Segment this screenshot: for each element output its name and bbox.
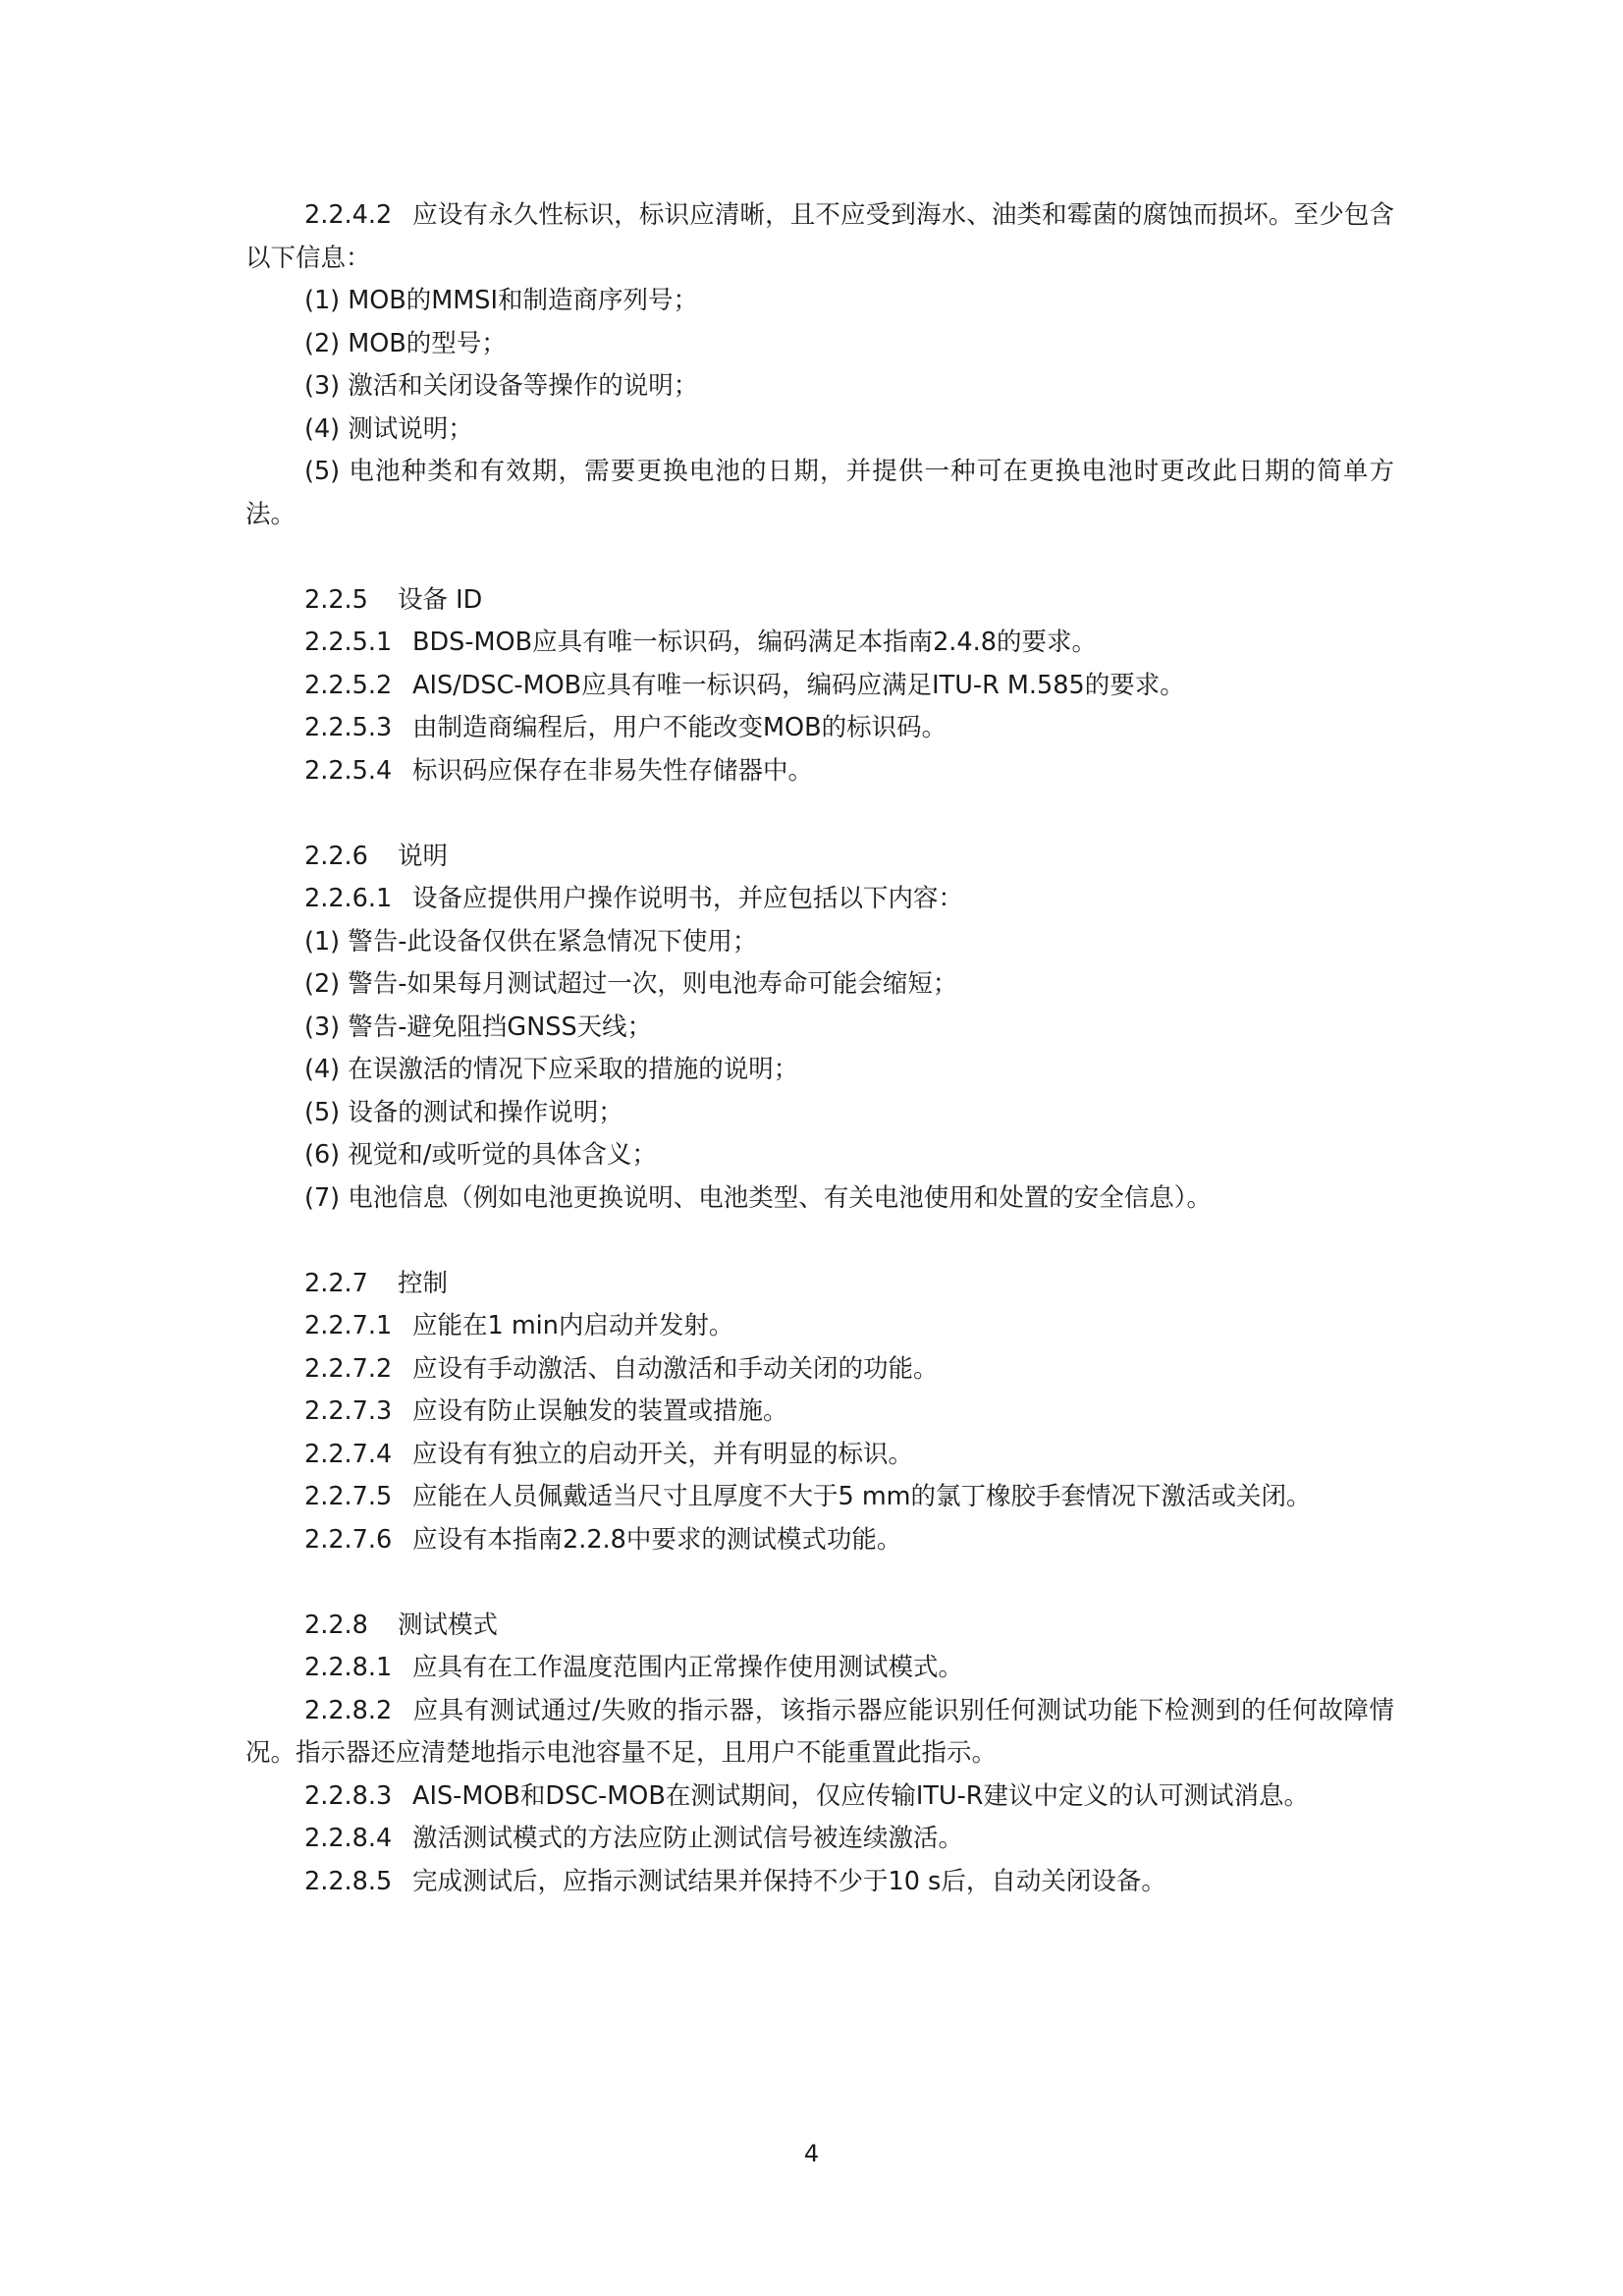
- section-number: 2.2.7: [304, 1268, 368, 1298]
- section-heading-2-2-7: [245, 1263, 1394, 1306]
- list-item: (2) 警告-如果每月测试超过一次，则电池寿命可能会缩短；: [304, 969, 958, 999]
- section-spacer: [245, 1561, 1394, 1605]
- clause-2-2-6-1: [245, 878, 1394, 921]
- section-heading-2-2-5: [245, 579, 1394, 623]
- list-item: (3) 激活和关闭设备等操作的说明；: [304, 371, 699, 401]
- clause-text: 应能在人员佩戴适当尺寸且厚度不大于5 mm的氯丁橡胶手套情况下激活或关闭。: [412, 1482, 1312, 1511]
- clause-text: 应具有测试通过/失败的指示器，该指示器应能识别任何测试功能下检测到的任何故障情况。指示器还应清楚地指示电池容量不足，且用户不能重置此指示。: [245, 1695, 1394, 1768]
- clause-2-2-7-5: [245, 1476, 1394, 1519]
- clause-text: 应设有防止误触发的装置或措施。: [412, 1396, 788, 1426]
- clause-text: 应设有手动激活、自动激活和手动关闭的功能。: [412, 1353, 939, 1384]
- section-heading-2-2-8: [245, 1605, 1394, 1648]
- section-title: 控制: [398, 1268, 449, 1298]
- clause-number: 2.2.7.3: [304, 1396, 393, 1426]
- page-number: 4: [803, 2140, 820, 2167]
- clause-2-2-8-4: [245, 1818, 1394, 1861]
- clause-2-2-7-2: [245, 1348, 1394, 1392]
- clause-text: 设备应提供用户操作说明书，并应包括以下内容：: [412, 884, 964, 913]
- clause-number: 2.2.4.2: [304, 200, 393, 230]
- clause-number: 2.2.7.4: [304, 1439, 393, 1469]
- clause-2-2-8-1: [245, 1647, 1394, 1690]
- clause-text: 激活测试模式的方法应防止测试信号被连续激活。: [412, 1824, 964, 1853]
- clause-text: 应具有在工作温度范围内正常操作使用测试模式。: [412, 1653, 964, 1682]
- clause-text: 应能在1 min内启动并发射。: [412, 1311, 734, 1340]
- list-item: (5) 设备的测试和操作说明；: [304, 1097, 623, 1127]
- clause-number: 2.2.5.2: [304, 670, 393, 700]
- clause-number: 2.2.5.4: [304, 755, 393, 786]
- clause-2-2-8-2: [245, 1690, 1394, 1776]
- clause-number: 2.2.6.1: [304, 884, 393, 913]
- section-title: 说明: [398, 841, 449, 871]
- list-item: (2) MOB的型号；: [304, 328, 507, 358]
- clause-2-2-7-3: [245, 1391, 1394, 1434]
- clause-number: 2.2.8.4: [304, 1824, 393, 1853]
- list-item: (3) 警告-避免阻挡GNSS天线；: [304, 1011, 653, 1042]
- clause-text: 标识码应保存在非易失性存储器中。: [412, 755, 814, 786]
- clause-2-2-4-2: [245, 194, 1394, 280]
- section-title: 测试模式: [398, 1610, 499, 1640]
- clause-2-2-5-1: [245, 622, 1394, 665]
- clause-2-2-8-5: [245, 1861, 1394, 1904]
- list-item: (4) 在误激活的情况下应采取的措施的说明；: [304, 1055, 799, 1084]
- section-number: 2.2.5: [304, 584, 368, 615]
- clause-text: 应设有有独立的启动开关，并有明显的标识。: [412, 1439, 914, 1469]
- clause-2-2-5-3: [245, 707, 1394, 750]
- section-number: 2.2.8: [304, 1610, 368, 1640]
- clause-2-2-7-4: [245, 1434, 1394, 1477]
- list-item: (7) 电池信息（例如电池更换说明、电池类型、有关电池使用和处置的安全信息）。: [304, 1182, 1212, 1213]
- clause-number: 2.2.8.5: [304, 1866, 393, 1896]
- section-spacer: [245, 536, 1394, 579]
- section-spacer: [245, 1220, 1394, 1263]
- clause-number: 2.2.7.2: [304, 1353, 393, 1384]
- clause-number: 2.2.8.2: [304, 1695, 393, 1725]
- clause-text: AIS-MOB和DSC-MOB在测试期间，仅应传输ITU-R建议中定义的认可测试消息。: [412, 1780, 1309, 1811]
- section-heading-2-2-6: [245, 836, 1394, 879]
- list-item: (4) 测试说明；: [304, 413, 473, 444]
- clause-2-2-7-1: [245, 1305, 1394, 1348]
- clause-text: AIS/DSC-MOB应具有唯一标识码，编码应满足ITU-R M.585的要求。: [412, 670, 1185, 700]
- clause-text: BDS-MOB应具有唯一标识码，编码满足本指南2.4.8的要求。: [412, 628, 1097, 657]
- document-body: [245, 194, 1394, 1903]
- section-title: 设备 ID: [398, 584, 483, 615]
- section-number: 2.2.6: [304, 841, 368, 871]
- clause-text: 由制造商编程后，用户不能改变MOB的标识码。: [412, 713, 947, 742]
- clause-2-2-5-4: [245, 750, 1394, 793]
- clause-2-2-8-3: [245, 1776, 1394, 1819]
- clause-number: 2.2.8.1: [304, 1653, 393, 1682]
- section-spacer: [245, 793, 1394, 836]
- list-item: (1) MOB的MMSI和制造商序列号；: [304, 286, 699, 315]
- clause-number: 2.2.7.6: [304, 1524, 393, 1555]
- list-item: (6) 视觉和/或听觉的具体含义；: [304, 1140, 657, 1170]
- list-item: (1) 警告-此设备仅供在紧急情况下使用；: [304, 926, 758, 957]
- clause-text: 应设有本指南2.2.8中要求的测试模式功能。: [412, 1524, 902, 1555]
- clause-number: 2.2.7.1: [304, 1311, 393, 1340]
- clause-2-2-7-6: [245, 1519, 1394, 1562]
- clause-number: 2.2.8.3: [304, 1780, 393, 1811]
- clause-number: 2.2.5.1: [304, 628, 393, 657]
- clause-number: 2.2.5.3: [304, 713, 393, 742]
- clause-text: 应设有永久性标识，标识应清晰，且不应受到海水、油类和霉菌的腐蚀而损坏。至少包含以下信息：: [245, 200, 1394, 273]
- list-item: (5) 电池种类和有效期，需要更换电池的日期，并提供一种可在更换电池时更改此日期的简单方法。: [245, 457, 1394, 529]
- clause-2-2-5-2: [245, 665, 1394, 708]
- clause-text: 完成测试后，应指示测试结果并保持不少于10 s后，自动关闭设备。: [412, 1866, 1166, 1896]
- clause-number: 2.2.7.5: [304, 1482, 393, 1511]
